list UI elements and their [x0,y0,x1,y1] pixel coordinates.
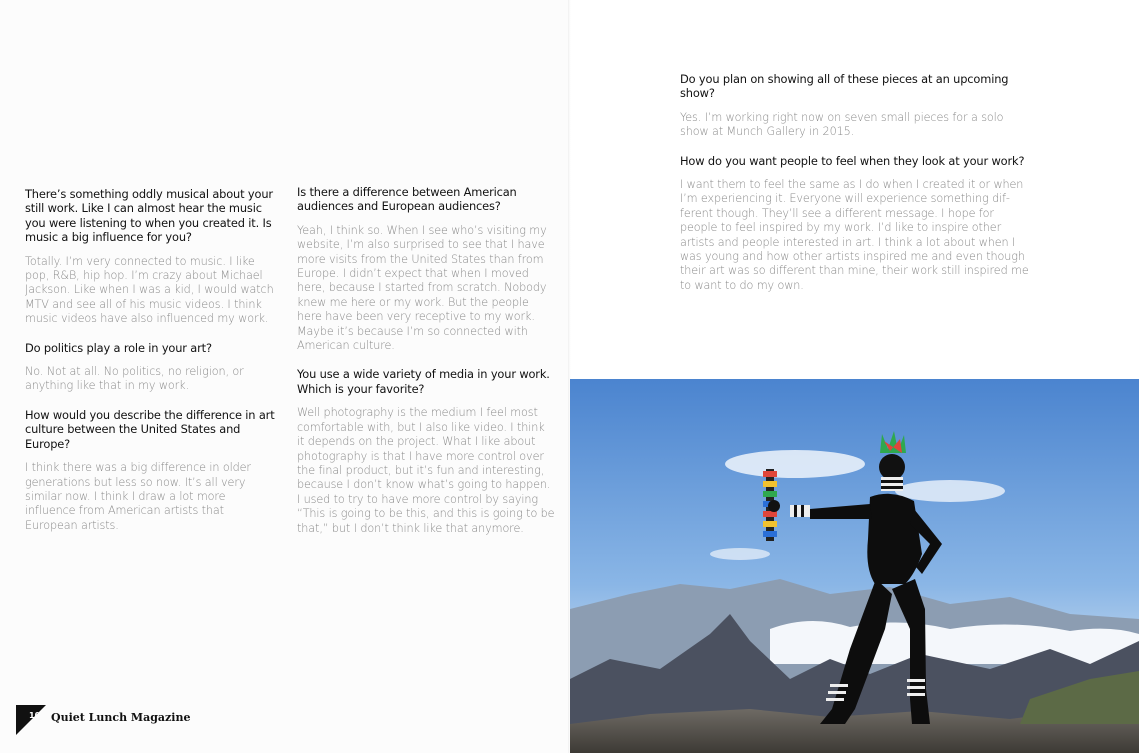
answer: Well photography is the medium I feel most comfortable with, but I also like video. I think it depends on the project. What I like about photography is that I have more control over the final product, but it’s fun and interesting, because I don’t know what’s going to happen. I used to try to have more control by saying “This is going to be this, and this is going to be that,” but I don’t think like that anymore. [297,406,555,535]
page-footer [16,705,216,735]
question: Is there a difference between American audiences and European audiences? [297,185,517,214]
page-number: 10 [29,711,41,720]
performer-on-mountain-photo [570,379,1139,753]
question: Do you plan on showing all of these pieces at an upcoming show? [680,72,1009,101]
question: There’s something oddly musical about your still work. Like I can almost hear the music you were listening to when you created it. Is music a big influence for you? [25,187,273,245]
answer: I think there was a big difference in older generations but less so now. It’s all very similar now. I think I draw a lot more influence from American artists that European artists. [25,461,251,532]
answer: Yes. I’m working right now on seven small pieces for a solo show at Munch Gallery in 2015. [680,110,1004,139]
answer: Yeah, I think so. When I see who’s visiting my website, I’m also surprised to see that I have more visits from the United States than from Europe. I didn’t expect that when I moved here, because I started from scratch. Nobody knew me here or my work. But the people here have been very receptive to my work. Maybe it’s because I’m so connected with American culture. [297,223,547,353]
photo-illustration [570,379,1139,753]
question: Do politics play a role in your art? [25,340,212,355]
answer: No. Not at all. No politics, no religion, or anything like that in my work. [25,365,244,393]
answer: Totally. I’m very connected to music. I like pop, R&B, hip hop. I’m crazy about Michael Jackson. Like when I was a kid, I would watch MTV and see all of his music videos. I think music videos have also influenced my work. [25,254,274,326]
answer: I want them to feel the same as I do when I created it or when I’m experiencing it. Everyone will experience something dif-ferent though. They’ll see a different message. I hope for people to feel inspired by my work. I’d like to inspire other artists and people interested in art. I think a lot about when I was young and how other artists inspired me and even though their art was so different than mine, their work still inspired me to want to do my own. [680,178,1029,292]
question: How do you want people to feel when they look at your work? [680,153,1025,168]
question: You use a wide variety of media in your work. Which is your favorite? [297,367,550,396]
question: How would you describe the difference in art culture between the United States and Europe? [25,407,275,451]
interview-column-1 [25,187,277,547]
interview-column-3 [680,72,1032,307]
magazine-title: Quiet Lunch Magazine [51,711,191,724]
interview-column-2 [297,185,555,550]
page-corner-triangle [16,705,46,735]
